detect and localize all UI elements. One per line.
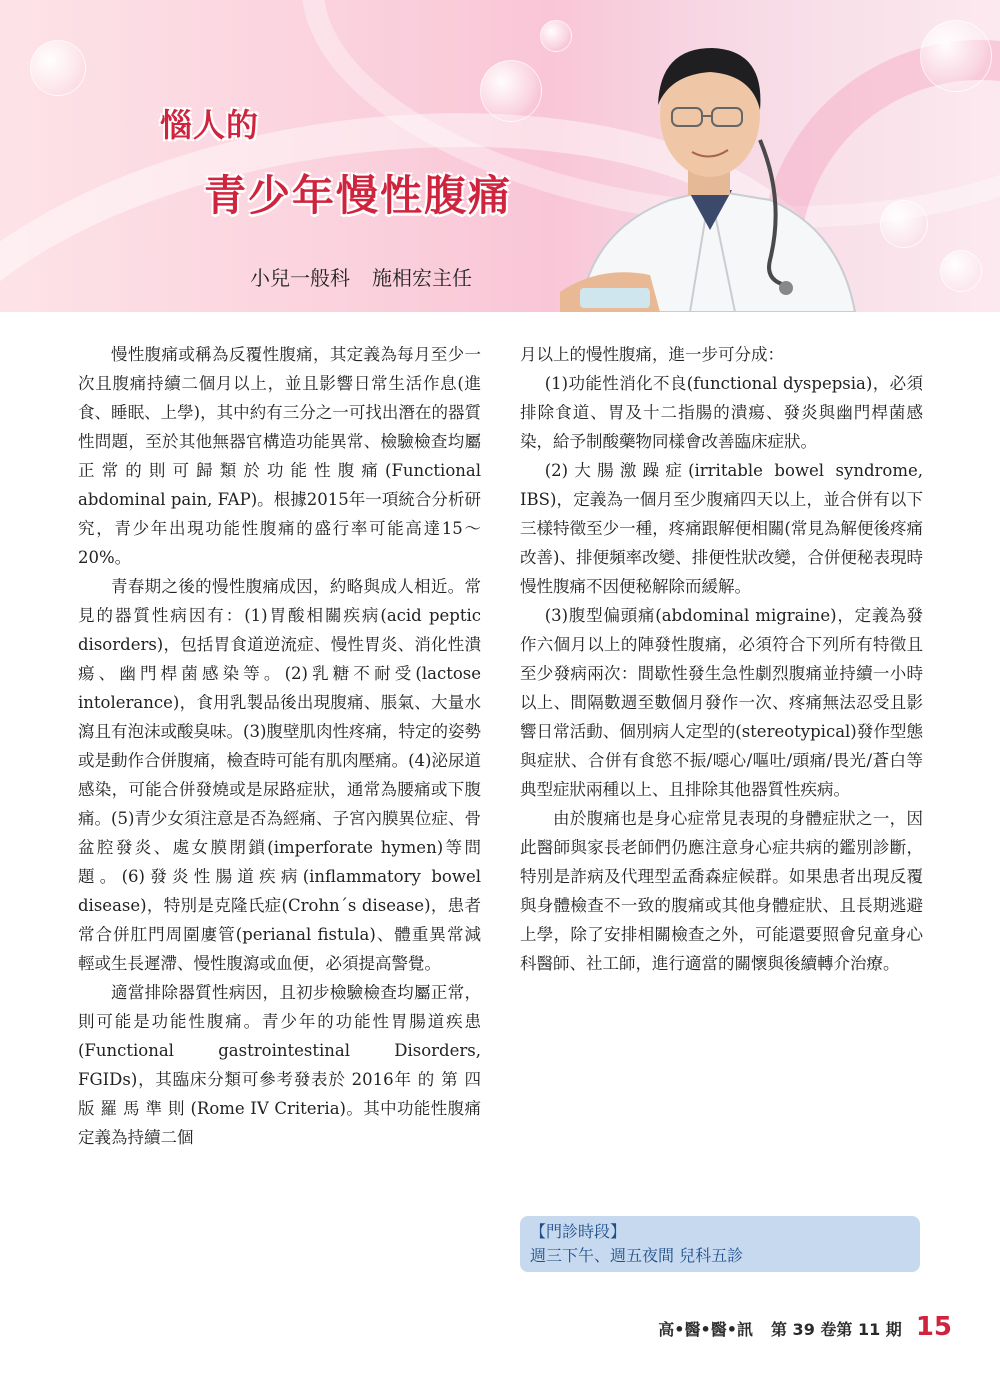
issue-number: 第 39 卷第 11 期 bbox=[770, 1320, 902, 1339]
paragraph: 青春期之後的慢性腹痛成因，約略與成人相近。常見的器質性病因有：(1)胃酸相關疾病(acid peptic disorders)，包括胃食道逆流症、慢性胃炎、消化性潰瘍、幽門桿菌感染等。(2)乳糖不耐受(lactose intolerance)，食用乳製品後出現腹痛、脹氣、大量水瀉且有泡沫或酸臭味。(3)腹壁肌肉性疼痛，特定的姿勢或是動作合併腹痛，檢查時可能有肌肉壓痛。(4)泌尿道感染，可能合併發燒或是尿路症狀，通常為腰痛或下腹痛。(5)青少女須注意是否為經痛、子宮內膜異位症、骨盆腔發炎、處女膜閉鎖(imperforate hymen)等問題。(6)發炎性腸道疾病(inflammatory bowel disease)，特別是克隆氏症(Crohn´s disease)，患者常合併肛門周圍廔管(perianal fistula)、體重異常減輕或生長遲滯、慢性腹瀉或血便，必須提高警覺。 bbox=[78, 577, 481, 973]
article-column-right bbox=[520, 340, 923, 978]
article-title-line2: 青少年慢性腹痛 bbox=[204, 171, 513, 220]
list-item: (2)大腸激躁症(irritable bowel syndrome, IBS)，定義為一個月至少腹痛四天以上，並合併有以下三樣特徵至少一種，疼痛跟解便相關(常見為解便後疼痛改善)、排便頻率改變、排便性狀改變，合併便秘表現時慢性腹痛不因便秘解除而緩解。 bbox=[520, 461, 923, 596]
paragraph: 慢性腹痛或稱為反覆性腹痛，其定義為每月至少一次且腹痛持續二個月以上，並且影響日常生活作息(進食、睡眠、上學)，其中約有三分之一可找出潛在的器質性問題，至於其他無器官構造功能異常、檢驗檢查均屬正常的則可歸類於功能性腹痛(Functional abdominal pain, FAP)。根據2015年一項統合分析研究，青少年出現功能性腹痛的盛行率可能高達15～20%。 bbox=[78, 345, 481, 567]
bubble-decoration bbox=[880, 200, 928, 248]
bubble-decoration bbox=[940, 250, 982, 292]
doctor-photo bbox=[560, 30, 860, 312]
clinic-hours-text: 週三下午、週五夜間 兒科五診 bbox=[530, 1246, 744, 1265]
paragraph-continuation: 月以上的慢性腹痛，進一步可分成： bbox=[520, 345, 784, 364]
list-item: (3)腹型偏頭痛(abdominal migraine)，定義為發作六個月以上的陣發性腹痛，必須符合下列所有特徵且至少發病兩次：間歇性發生急性劇烈腹痛並持續一小時以上、間隔數週至數個月發作一次、疼痛無法忍受且影響日常活動、個別病人定型的(stereotypical)發作型態與症狀、合併有食慾不振/噁心/嘔吐/頭痛/畏光/蒼白等典型症狀兩種以上、且排除其他器質性疾病。 bbox=[520, 606, 923, 799]
bubble-decoration bbox=[920, 20, 992, 92]
paragraph: 由於腹痛也是身心症常見表現的身體症狀之一，因此醫師與家長老師們仍應注意身心症共病的鑑別診斷，特別是詐病及代理型孟喬森症候群。如果患者出現反覆與身體檢查不一致的腹痛或其他身體症狀、且長期逃避上學，除了安排相關檢查之外，可能還要照會兒童身心科醫師、社工師，進行適當的關懷與後續轉介治療。 bbox=[520, 809, 923, 973]
paragraph: 適當排除器質性病因，且初步檢驗檢查均屬正常，則可能是功能性腹痛。青少年的功能性胃腸道疾患(Functional gastrointestinal Disorders, FGIDs)，其臨床分類可參考發表於 2016年 的 第 四 版 羅 馬 準 則 (Rome IV Criteria)。其中功能性腹痛定義為持續二個 bbox=[78, 983, 481, 1147]
journal-name: 高•醫•醫•訊 bbox=[658, 1320, 753, 1339]
bubble-decoration bbox=[30, 40, 86, 96]
clinic-hours-label: 【門診時段】 bbox=[530, 1222, 627, 1241]
header-banner bbox=[0, 0, 1000, 312]
author-department: 小兒一般科 bbox=[250, 266, 350, 290]
author-name: 施相宏主任 bbox=[372, 266, 472, 290]
bubble-decoration bbox=[480, 60, 542, 122]
list-item: (1)功能性消化不良(functional dyspepsia)，必須排除食道、胃及十二指腸的潰瘍、發炎與幽門桿菌感染，給予制酸藥物同樣會改善臨床症狀。 bbox=[520, 374, 923, 451]
page-number: 15 bbox=[915, 1312, 952, 1342]
article-title-line1: 惱人的 bbox=[160, 106, 260, 144]
article-column-left bbox=[78, 340, 481, 1152]
page-footer bbox=[658, 1312, 952, 1342]
clinic-hours-box bbox=[520, 1216, 920, 1272]
byline bbox=[250, 262, 472, 291]
